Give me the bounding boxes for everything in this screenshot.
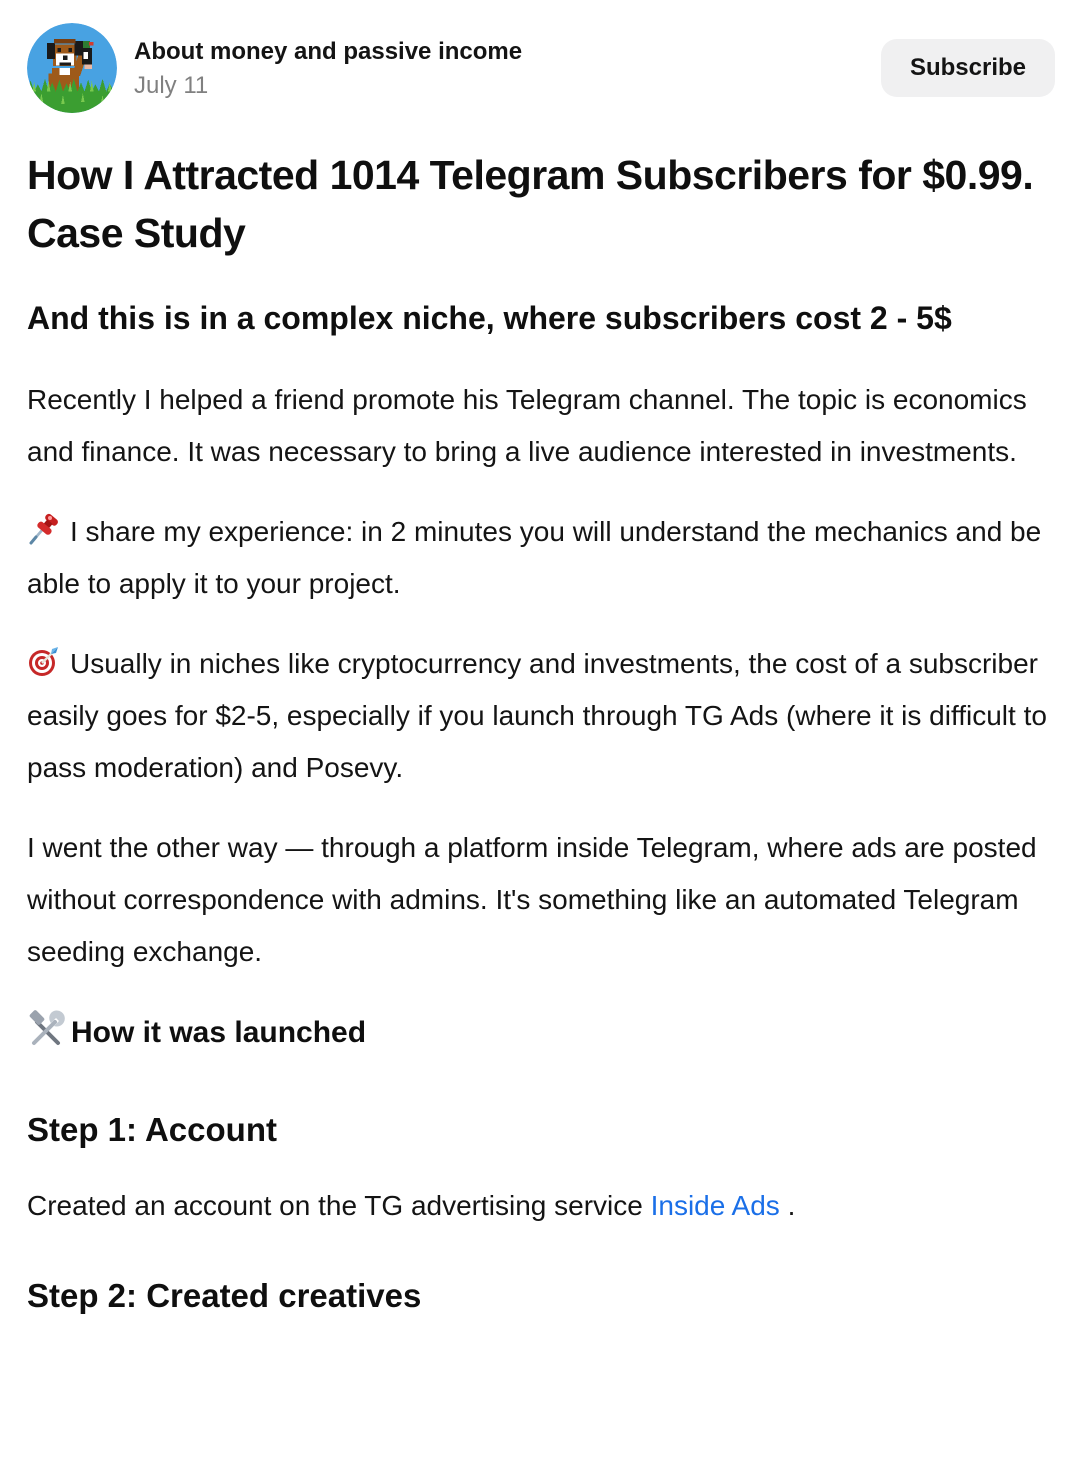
article-subtitle: And this is in a complex niche, where subscribers cost 2 - 5$ bbox=[27, 300, 952, 336]
inside-ads-link[interactable]: Inside Ads bbox=[650, 1190, 780, 1221]
post-date: July 11 bbox=[134, 71, 209, 99]
pin-paragraph-text: I share my experience: in 2 minutes you will understand the mechanics and be able to apply it to your project. bbox=[27, 516, 1042, 599]
duck-hunt-dog-avatar-icon bbox=[27, 23, 117, 113]
hammer-wrench-icon bbox=[27, 1010, 65, 1048]
step1-text-before-link: Created an account on the TG advertising service bbox=[27, 1190, 651, 1221]
intro-paragraph: Recently I helped a friend promote his Telegram channel. The topic is economics and finance. It was necessary to bring a live audience interested in investments. bbox=[27, 384, 1027, 467]
post-header bbox=[27, 22, 1055, 114]
dart-target-icon bbox=[27, 644, 61, 678]
target-paragraph bbox=[27, 638, 1055, 794]
channel-name[interactable]: About money and passive income bbox=[134, 37, 523, 65]
step1-text-after-link: . bbox=[779, 1190, 796, 1221]
launch-heading-text: How it was launched bbox=[71, 1016, 367, 1049]
step1-paragraph bbox=[27, 1180, 1055, 1232]
pushpin-icon bbox=[27, 512, 61, 546]
target-paragraph-text: Usually in niches like cryptocurrency and investments, the cost of a subscriber easily goes for $2-5, especially if you launch through TG Ads (where it is difficult to pass moderation) and Posevy. bbox=[27, 648, 1047, 783]
header-info bbox=[134, 38, 522, 99]
step1-heading: Step 1: Account bbox=[27, 1111, 277, 1148]
subscribe-button[interactable]: Subscribe bbox=[881, 39, 1055, 97]
launch-heading bbox=[27, 1010, 1055, 1056]
channel-avatar[interactable] bbox=[27, 23, 117, 113]
pin-paragraph bbox=[27, 506, 1055, 610]
step2-heading: Step 2: Created creatives bbox=[27, 1277, 422, 1314]
article-title: How I Attracted 1014 Telegram Subscribers for $0.99. Case Study bbox=[27, 152, 1034, 256]
other-way-paragraph: I went the other way — through a platform inside Telegram, where ads are posted without correspondence with admins. It's something like an automated Telegram seeding exchange. bbox=[27, 832, 1037, 967]
